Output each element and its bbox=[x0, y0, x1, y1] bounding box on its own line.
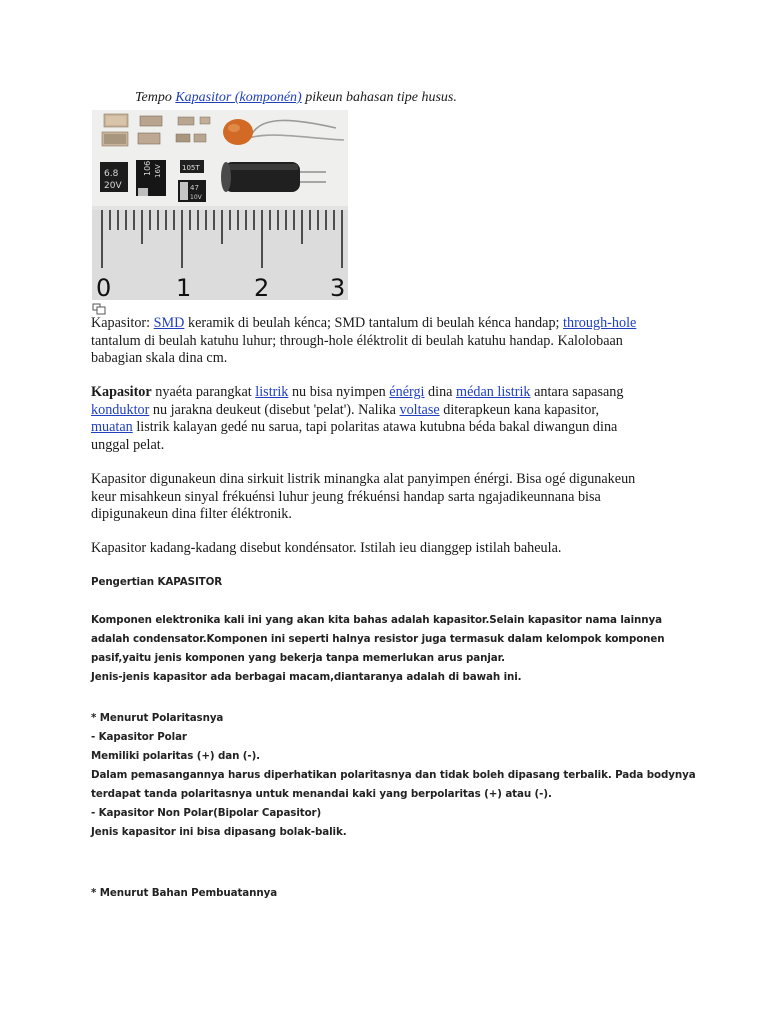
smd-link[interactable]: SMD bbox=[153, 315, 185, 331]
p2-bold-term: Kapasitor bbox=[91, 384, 152, 400]
s3-line-6: - Kapasitor Non Polar(Bipolar Capasitor) bbox=[91, 807, 322, 819]
smd-tant-value: 47 bbox=[190, 184, 199, 192]
smd-tant-voltage: 10V bbox=[190, 194, 202, 201]
usage-paragraph bbox=[91, 471, 691, 524]
p1-text-2: keramik di beulah kénca; SMD tantalum di beulah kénca handap; bbox=[184, 315, 564, 331]
caption-text-after: pikeun bahasan tipe husus. bbox=[301, 90, 457, 105]
s2-line-2: adalah condensator.Komponen ini seperti halnya resistor juga termasuk dalam kelompok komponen bbox=[91, 633, 665, 645]
p1-line-2: tantalum di beulah katuhu luhur; through-hole éléktrolit di beulah katuhu handap. Kalolobaan bbox=[91, 332, 623, 349]
p2-text-2: nu bisa nyimpen bbox=[288, 384, 390, 400]
s2-line-3: pasif,yaitu jenis komponen yang bekerja tanpa memerlukan arus panjar. bbox=[91, 652, 505, 664]
condensator-paragraph bbox=[91, 540, 691, 558]
s3-line-2: - Kapasitor Polar bbox=[91, 731, 187, 743]
tantalum-b-voltage: 16V bbox=[154, 164, 162, 178]
definition-paragraph bbox=[91, 384, 691, 454]
p2-text-3: dina bbox=[424, 384, 457, 400]
p3-line-3: dipigunakeun dina filter éléktronik. bbox=[91, 506, 292, 522]
p2-text-4: antara sapasang bbox=[530, 384, 624, 400]
bahan-section bbox=[91, 884, 691, 903]
s4-line-1: * Menurut Bahan Pembuatannya bbox=[91, 887, 278, 899]
p1-line-3: babagian skala dina cm. bbox=[91, 350, 228, 366]
enlarge-icon[interactable] bbox=[92, 303, 106, 315]
tantalum-b-value: 106 bbox=[143, 160, 152, 176]
capacitors-photo bbox=[92, 110, 348, 300]
p2-text-5: nu jarakna deukeut (disebut 'pelat'). Nalika bbox=[149, 401, 400, 418]
s3-line-5: terdapat tanda polaritasnya untuk menandai kaki yang berpolaritas (+) atau (-). bbox=[91, 788, 552, 800]
polaritas-section bbox=[91, 709, 696, 842]
komponen-paragraph bbox=[91, 611, 691, 687]
energi-link[interactable]: énérgi bbox=[389, 384, 425, 400]
p4-line-1: Kapasitor kadang-kadang disebut kondénsator. Istilah ieu dianggep istilah baheula. bbox=[91, 540, 562, 556]
pengertian-heading bbox=[91, 573, 691, 592]
ruler-number-1: 1 bbox=[176, 274, 192, 300]
p2-line-2 bbox=[91, 402, 691, 420]
muatan-link[interactable]: muatan bbox=[91, 419, 133, 435]
smd-small-label: 105T bbox=[182, 164, 200, 172]
p1-line-1 bbox=[91, 315, 691, 333]
p2-line-1 bbox=[91, 384, 691, 402]
listrik-link[interactable]: listrik bbox=[255, 384, 289, 400]
p3-line-1: Kapasitor digunakeun dina sirkuit listrik minangka alat panyimpen énérgi. Bisa ogé digunakeun bbox=[91, 471, 636, 487]
s2-line-1: Komponen elektronika kali ini yang akan kita bahas adalah kapasitor.Selain kapasitor nama lainnya bbox=[91, 614, 662, 626]
p2-text-6: diterapkeun kana kapasitor, bbox=[439, 401, 600, 418]
caption-text-before: Tempo bbox=[135, 90, 176, 105]
s1-heading: Pengertian KAPASITOR bbox=[91, 576, 223, 588]
s2-line-4: Jenis-jenis kapasitor ada berbagai macam,diantaranya adalah di bawah ini. bbox=[91, 671, 522, 683]
medan-listrik-link[interactable]: médan listrik bbox=[456, 384, 531, 400]
image-caption bbox=[135, 90, 457, 106]
s3-line-1: * Menurut Polaritasnya bbox=[91, 712, 224, 724]
p1-text-1: Kapasitor: bbox=[91, 315, 154, 331]
p2-text-7: listrik kalayan gedé nu sarua, tapi polaritas atawa kutubna béda bakal diwangun dina bbox=[132, 419, 618, 435]
p2-text-1: nyaéta parangkat bbox=[151, 384, 256, 400]
s3-line-7: Jenis kapasitor ini bisa dipasang bolak-balik. bbox=[91, 826, 347, 838]
s3-line-4: Dalam pemasangannya harus diperhatikan polaritasnya dan tidak boleh dipasang terbalik. Pada bodynya bbox=[91, 769, 696, 781]
kapasitor-komponen-link[interactable]: Kapasitor (komponén) bbox=[175, 90, 302, 105]
ruler-number-0: 0 bbox=[96, 274, 112, 300]
konduktor-link[interactable]: konduktor bbox=[91, 401, 150, 418]
p3-line-2: keur misahkeun sinyal frékuénsi luhur jeung frékuénsi handap sarta ngajadikeunnana bisa bbox=[91, 488, 601, 505]
p2-line-4: unggal pelat. bbox=[91, 436, 165, 453]
voltase-link[interactable]: voltase bbox=[399, 401, 440, 418]
tantalum-a-value: 6.8 bbox=[104, 169, 119, 179]
p2-line-3 bbox=[91, 419, 691, 437]
through-hole-link[interactable]: through-hole bbox=[563, 315, 637, 331]
caption-paragraph bbox=[91, 315, 691, 368]
ruler-number-3: 3 bbox=[330, 274, 346, 300]
s3-line-3: Memiliki polaritas (+) dan (-). bbox=[91, 750, 260, 762]
tantalum-a-voltage: 20V bbox=[104, 181, 122, 191]
ruler-number-2: 2 bbox=[254, 274, 270, 300]
